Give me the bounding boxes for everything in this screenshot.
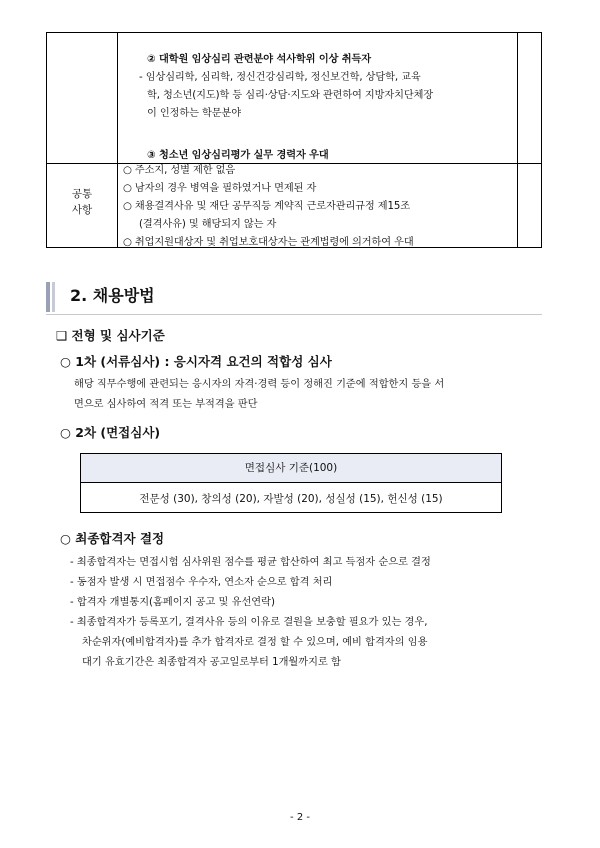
step1-line-2: 면으로 심사하여 적격 또는 부적격을 판단 — [74, 399, 258, 410]
interview-criteria-values: 전문성 (30), 창의성 (20), 자발성 (20), 성실성 (15), 헌신성 (15) — [139, 493, 443, 505]
qual3-title: ③ 청소년 임상심리평가 실무 경력자 우대 — [147, 150, 329, 161]
final-line-3: - 합격자 개별통지(홈페이지 공고 및 유선연락) — [70, 597, 275, 608]
final-line-2: - 동점자 발생 시 면접점수 우수자, 연소자 순으로 합격 처리 — [70, 577, 333, 588]
final-line-5: 차순위자(예비합격자)를 추가 합격자로 결정 할 수 있으며, 예비 합격자의 임용 — [82, 637, 428, 648]
interview-criteria-header-text: 면접심사 기준(100) — [244, 462, 338, 474]
table-col-divider — [517, 33, 518, 247]
screening-subheading: ❑ 전형 및 심사기준 — [56, 328, 165, 343]
final-title: ○ 최종합격자 결정 — [60, 531, 165, 546]
step1-line-1: 해당 직무수행에 관련되는 응시자의 자격·경력 등이 정해진 기준에 적합한지 등을 서 — [74, 379, 445, 390]
section-marker-light — [52, 282, 55, 312]
final-line-4: - 최종합격자가 등록포기, 결격사유 등의 이유로 결원을 보충할 필요가 있는 경우, — [70, 617, 428, 628]
common-item-2: ○ 남자의 경우 병역을 필하였거나 면제된 자 — [123, 183, 317, 194]
qual2-line-1: - 임상심리학, 심리학, 정신건강심리학, 정신보건학, 상담학, 교육 — [139, 72, 421, 83]
common-item-1: ○ 주소지, 성별 제한 없음 — [123, 165, 236, 176]
table-row-divider — [47, 163, 541, 164]
page-number: - 2 - — [290, 812, 310, 823]
final-line-1: - 최종합격자는 면접시험 심사위원 점수를 평균 합산하여 최고 득점자 순으로 결정 — [70, 557, 431, 568]
qual2-line-3: 이 인정하는 학문분야 — [147, 108, 241, 119]
step1-title: ○ 1차 (서류심사) : 응시자격 요건의 적합성 심사 — [60, 354, 332, 369]
qual2-line-2: 학, 청소년(지도)학 등 심리·상담·지도와 관련하여 지방자치단체장 — [147, 90, 434, 101]
final-line-6: 대기 유효기간은 최종합격자 공고일로부터 1개월까지로 함 — [82, 657, 341, 668]
interview-criteria-table — [80, 453, 502, 513]
common-item-3-cont: (결격사유) 및 해당되지 않는 자 — [139, 219, 277, 230]
section-title: 2. 채용방법 — [70, 286, 155, 305]
common-label-1: 공통 — [71, 188, 93, 200]
qualification-table — [46, 32, 542, 248]
table-col-divider — [117, 33, 118, 247]
step2-title: ○ 2차 (면접심사) — [60, 425, 161, 440]
section-underline — [46, 314, 542, 315]
qual2-title: ② 대학원 임상심리 관련분야 석사학위 이상 취득자 — [147, 54, 372, 65]
common-item-3: ○ 채용결격사유 및 재단 공무직등 계약직 근로자관리규정 제15조 — [123, 201, 411, 212]
section-marker — [46, 282, 50, 312]
interview-criteria-header — [81, 454, 501, 483]
common-item-4: ○ 취업지원대상자 및 취업보호대상자는 관계법령에 의거하여 우대 — [123, 237, 414, 248]
common-label-2: 사항 — [71, 204, 93, 216]
